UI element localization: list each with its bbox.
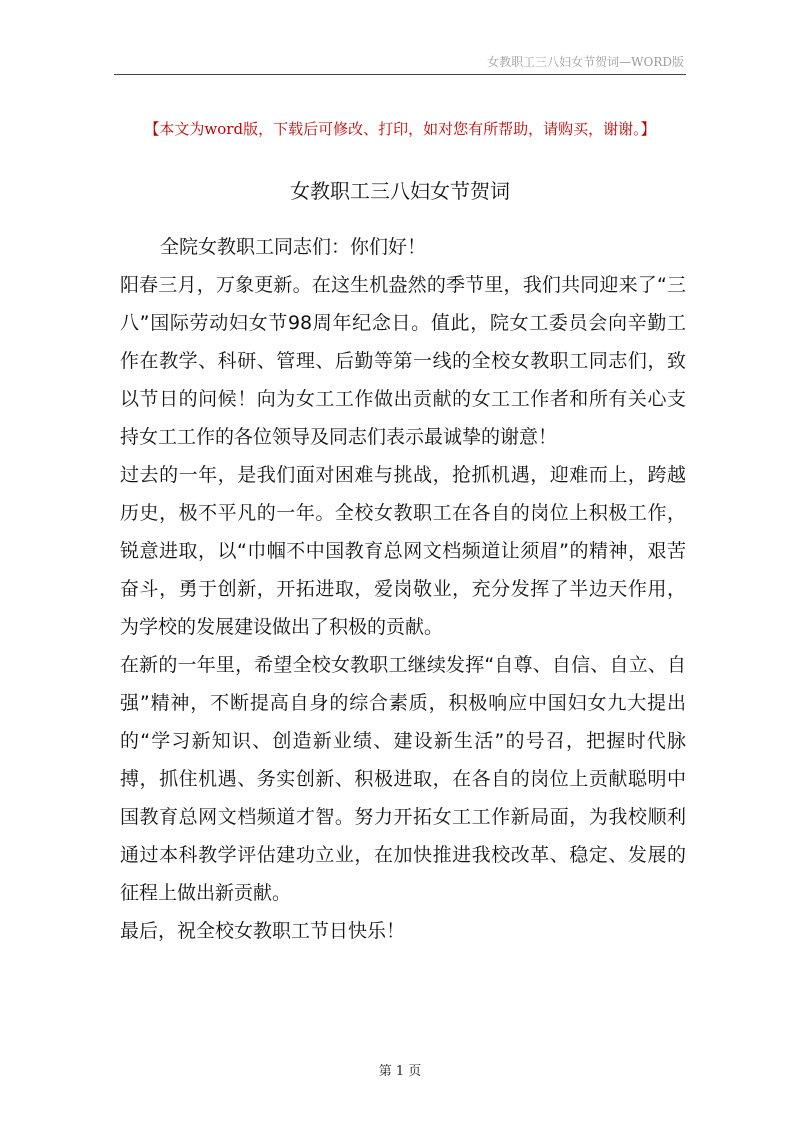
page-number: 第 1 页: [378, 1064, 422, 1079]
header-divider: [114, 74, 686, 75]
download-notice: 【本文为word版，下载后可修改、打印，如对您有所帮助，请购买，谢谢。】: [144, 120, 656, 138]
document-title: 女教职工三八妇女节贺词: [290, 179, 510, 203]
closing-paragraph: 最后，祝全校女教职工节日快乐！: [120, 920, 406, 942]
body-paragraph: 阳春三月，万象更新。在这生机盎然的季节里，我们共同迎来了“三八”国际劳动妇女节98周年纪念日。值此，院女工委员会向辛勤工作在教学、科研、管理、后勤等第一线的全校女教职工同志们，致以节日的问候！向为女工工作做出贡献的女工工作者和所有关心支持女工工作的各位领导及同志们表示最诚挚的谢意！: [120, 274, 686, 448]
document-body: [120, 228, 686, 950]
page-header-text: 女教职工三八妇女节贺词—WORD版: [487, 55, 684, 69]
body-paragraph: 在新的一年里，希望全校女教职工继续发挥“自尊、自信、自立、自强”精神，不断提高自身的综合素质，积极响应中国妇女九大提出的“学习新知识、创造新业绩、建设新生活”的号召，把握时代脉搏，抓住机遇、务实创新、积极进取，在各自的岗位上贡献聪明中国教育总网文档频道才智。努力开拓女工工作新局面，为我校顺利通过本科教学评估建功立业，在加快推进我校改革、稳定、发展的征程上做出新贡献。: [120, 654, 686, 904]
body-paragraph: 过去的一年，是我们面对困难与挑战，抢抓机遇，迎难而上，跨越历史，极不平凡的一年。全校女教职工在各自的岗位上积极工作，锐意进取，以“巾帼不中国教育总网文档频道让须眉”的精神，艰苦奋斗，勇于创新，开拓进取，爱岗敬业，充分发挥了半边天作用，为学校的发展建设做出了积极的贡献。: [120, 464, 686, 638]
greeting-paragraph: 全院女教职工同志们：你们好！: [160, 236, 427, 258]
